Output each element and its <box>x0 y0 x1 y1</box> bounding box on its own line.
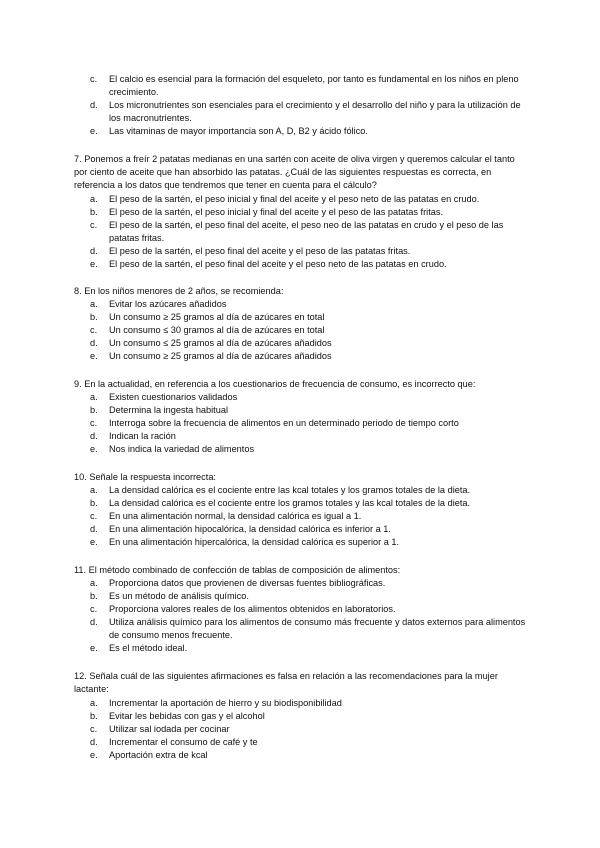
option-text: Incrementar el consumo de café y te <box>109 737 258 747</box>
option-item <box>90 258 526 271</box>
option-text: En una alimentación hipocalórica, la densidad calórica es inferior a 1. <box>109 524 391 534</box>
option-text: Utilizar sal iodada per cocinar <box>109 724 230 734</box>
option-text: Interroga sobre la frecuencia de alimentos en un determinado periodo de tiempo corto <box>109 418 459 428</box>
option-letter: c. <box>90 604 98 614</box>
option-letter: a. <box>90 485 98 495</box>
option-text: En una alimentación normal, la densidad calórica es igual a 1. <box>109 511 362 521</box>
option-text: Es el método ideal. <box>109 643 188 653</box>
option-text: Un consumo ≥ 25 gramos al día de azúcares en total <box>109 312 325 322</box>
option-text: Un consumo ≥ 25 gramos al día de azúcares añadidos <box>109 351 332 361</box>
option-item <box>90 484 526 497</box>
option-item <box>90 736 526 749</box>
option-text: La densidad calórica es el cociente entre las kcal totales y los gramos totales de la dieta. <box>109 485 471 495</box>
option-letter: c. <box>90 724 98 734</box>
option-text: En una alimentación hipercalórica, la densidad calórica es superior a 1. <box>109 537 400 547</box>
option-letter: c. <box>90 74 98 84</box>
option-item <box>90 616 526 642</box>
option-letter: d. <box>90 431 98 441</box>
option-letter: a. <box>90 194 98 204</box>
option-item <box>90 723 526 736</box>
option-letter: c. <box>90 220 98 230</box>
option-letter: d. <box>90 737 98 747</box>
option-letter: d. <box>90 246 98 256</box>
question-stem: 9. En la actualidad, en referencia a los cuestionarios de frecuencia de consumo, es incorrecto que: <box>74 379 476 389</box>
option-text: Incrementar la aportación de hierro y su biodisponibilidad <box>109 698 342 708</box>
option-letter: e. <box>90 643 98 653</box>
option-item <box>90 245 526 258</box>
option-letter: b. <box>90 711 98 721</box>
option-letter: c. <box>90 325 98 335</box>
option-letter: d. <box>90 524 98 534</box>
option-text: La densidad calórica es el cociente entre los gramos totales y las kcal totales de la dieta. <box>109 498 471 508</box>
option-text: Indican la ración <box>109 431 176 441</box>
option-item <box>90 99 526 125</box>
option-text: El calcio es esencial para la formación del esqueleto, por tanto es fundamental en los niños en pleno crecimiento. <box>109 74 519 97</box>
option-item <box>90 298 526 311</box>
option-item <box>90 590 526 603</box>
question-stem: 11. El método combinado de confección de tablas de composición de alimentos: <box>74 565 401 575</box>
option-letter: b. <box>90 498 98 508</box>
option-text: Un consumo ≤ 25 gramos al día de azúcares añadidos <box>109 338 332 348</box>
option-letter: e. <box>90 444 98 454</box>
option-item <box>90 193 526 206</box>
option-item <box>90 642 526 655</box>
option-letter: e. <box>90 126 98 136</box>
option-letter: b. <box>90 207 98 217</box>
option-text: El peso de la sartén, el peso final del aceite, el peso neo de las patatas en crudo y el peso de las patatas fritas. <box>109 220 504 243</box>
option-text: Las vitaminas de mayor importancia son A, D, B2 y ácido fólico. <box>109 126 368 136</box>
option-letter: c. <box>90 511 98 521</box>
option-item <box>90 125 526 138</box>
option-letter: a. <box>90 299 98 309</box>
option-item <box>90 417 526 430</box>
option-text: Existen cuestionarios validados <box>109 392 238 402</box>
option-text: Los micronutrientes son esenciales para el crecimiento y el desarrollo del niño y para la utilización de los macronutrientes. <box>109 100 521 123</box>
option-letter: a. <box>90 392 98 402</box>
option-letter: b. <box>90 405 98 415</box>
option-letter: e. <box>90 537 98 547</box>
option-item <box>90 523 526 536</box>
option-item <box>90 749 526 762</box>
option-item <box>90 603 526 616</box>
option-letter: e. <box>90 259 98 269</box>
option-letter: b. <box>90 591 98 601</box>
option-text: El peso de la sartén, el peso inicial y final del aceite y el peso de las patatas fritas. <box>109 207 444 217</box>
option-item <box>90 510 526 523</box>
option-item <box>90 710 526 723</box>
option-item <box>90 73 526 99</box>
option-item <box>90 536 526 549</box>
option-text: Proporciona valores reales de los alimentos obtenidos en laboratorios. <box>109 604 396 614</box>
option-item <box>90 337 526 350</box>
option-letter: e. <box>90 750 98 760</box>
option-text: Proporciona datos que provienen de diversas fuentes bibliográficas. <box>109 578 386 588</box>
option-letter: e. <box>90 351 98 361</box>
option-letter: d. <box>90 617 98 627</box>
option-item <box>90 206 526 219</box>
question-stem: 12. Señala cuál de las siguientes afirmaciones es falsa en relación a las recomendaciones para la mujer lactante: <box>74 671 498 694</box>
option-text: Evitar les bebidas con gas y el alcohol <box>109 711 265 721</box>
option-item <box>90 350 526 363</box>
option-text: Es un método de análisis químico. <box>109 591 249 601</box>
option-item <box>90 697 526 710</box>
option-text: El peso de la sartén, el peso final del aceite y el peso de las patatas fritas. <box>109 246 411 256</box>
option-item <box>90 404 526 417</box>
question-stem: 7. Ponemos a freír 2 patatas medianas en una sartén con aceite de oliva virgen y queremos calcular el tanto por ciento de aceite que han absorbido las patatas. ¿Cuál de las siguientes respuestas es correcta, en referencia a los datos que tendremos que tener en cuenta para el cálculo? <box>74 154 515 190</box>
option-text: El peso de la sartén, el peso inicial y final del aceite y el peso neto de las patatas en crudo. <box>109 194 480 204</box>
option-letter: b. <box>90 312 98 322</box>
option-item <box>90 324 526 337</box>
option-item <box>90 497 526 510</box>
option-text: Utiliza análisis químico para los alimentos de consumo más frecuente y datos externos para alimentos de consumo menos frecuente. <box>109 617 526 640</box>
option-item <box>90 311 526 324</box>
option-text: Determina la ingesta habitual <box>109 405 228 415</box>
option-text: Evitar los azúcares añadidos <box>109 299 227 309</box>
option-text: El peso de la sartén, el peso final del aceite y el peso neto de las patatas en crudo. <box>109 259 447 269</box>
option-letter: d. <box>90 100 98 110</box>
option-text: Un consumo ≤ 30 gramos al día de azúcares en total <box>109 325 325 335</box>
question-stem: 8. En los niños menores de 2 años, se recomienda: <box>74 286 284 296</box>
option-item <box>90 430 526 443</box>
option-letter: a. <box>90 578 98 588</box>
option-item <box>90 219 526 245</box>
option-letter: c. <box>90 418 98 428</box>
option-item <box>90 443 526 456</box>
option-letter: d. <box>90 338 98 348</box>
option-item <box>90 577 526 590</box>
option-text: Aportación extra de kcal <box>109 750 208 760</box>
question-stem: 10. Señale la respuesta incorrecta: <box>74 472 216 482</box>
option-text: Nos indica la variedad de alimentos <box>109 444 255 454</box>
option-letter: a. <box>90 698 98 708</box>
option-item <box>90 391 526 404</box>
